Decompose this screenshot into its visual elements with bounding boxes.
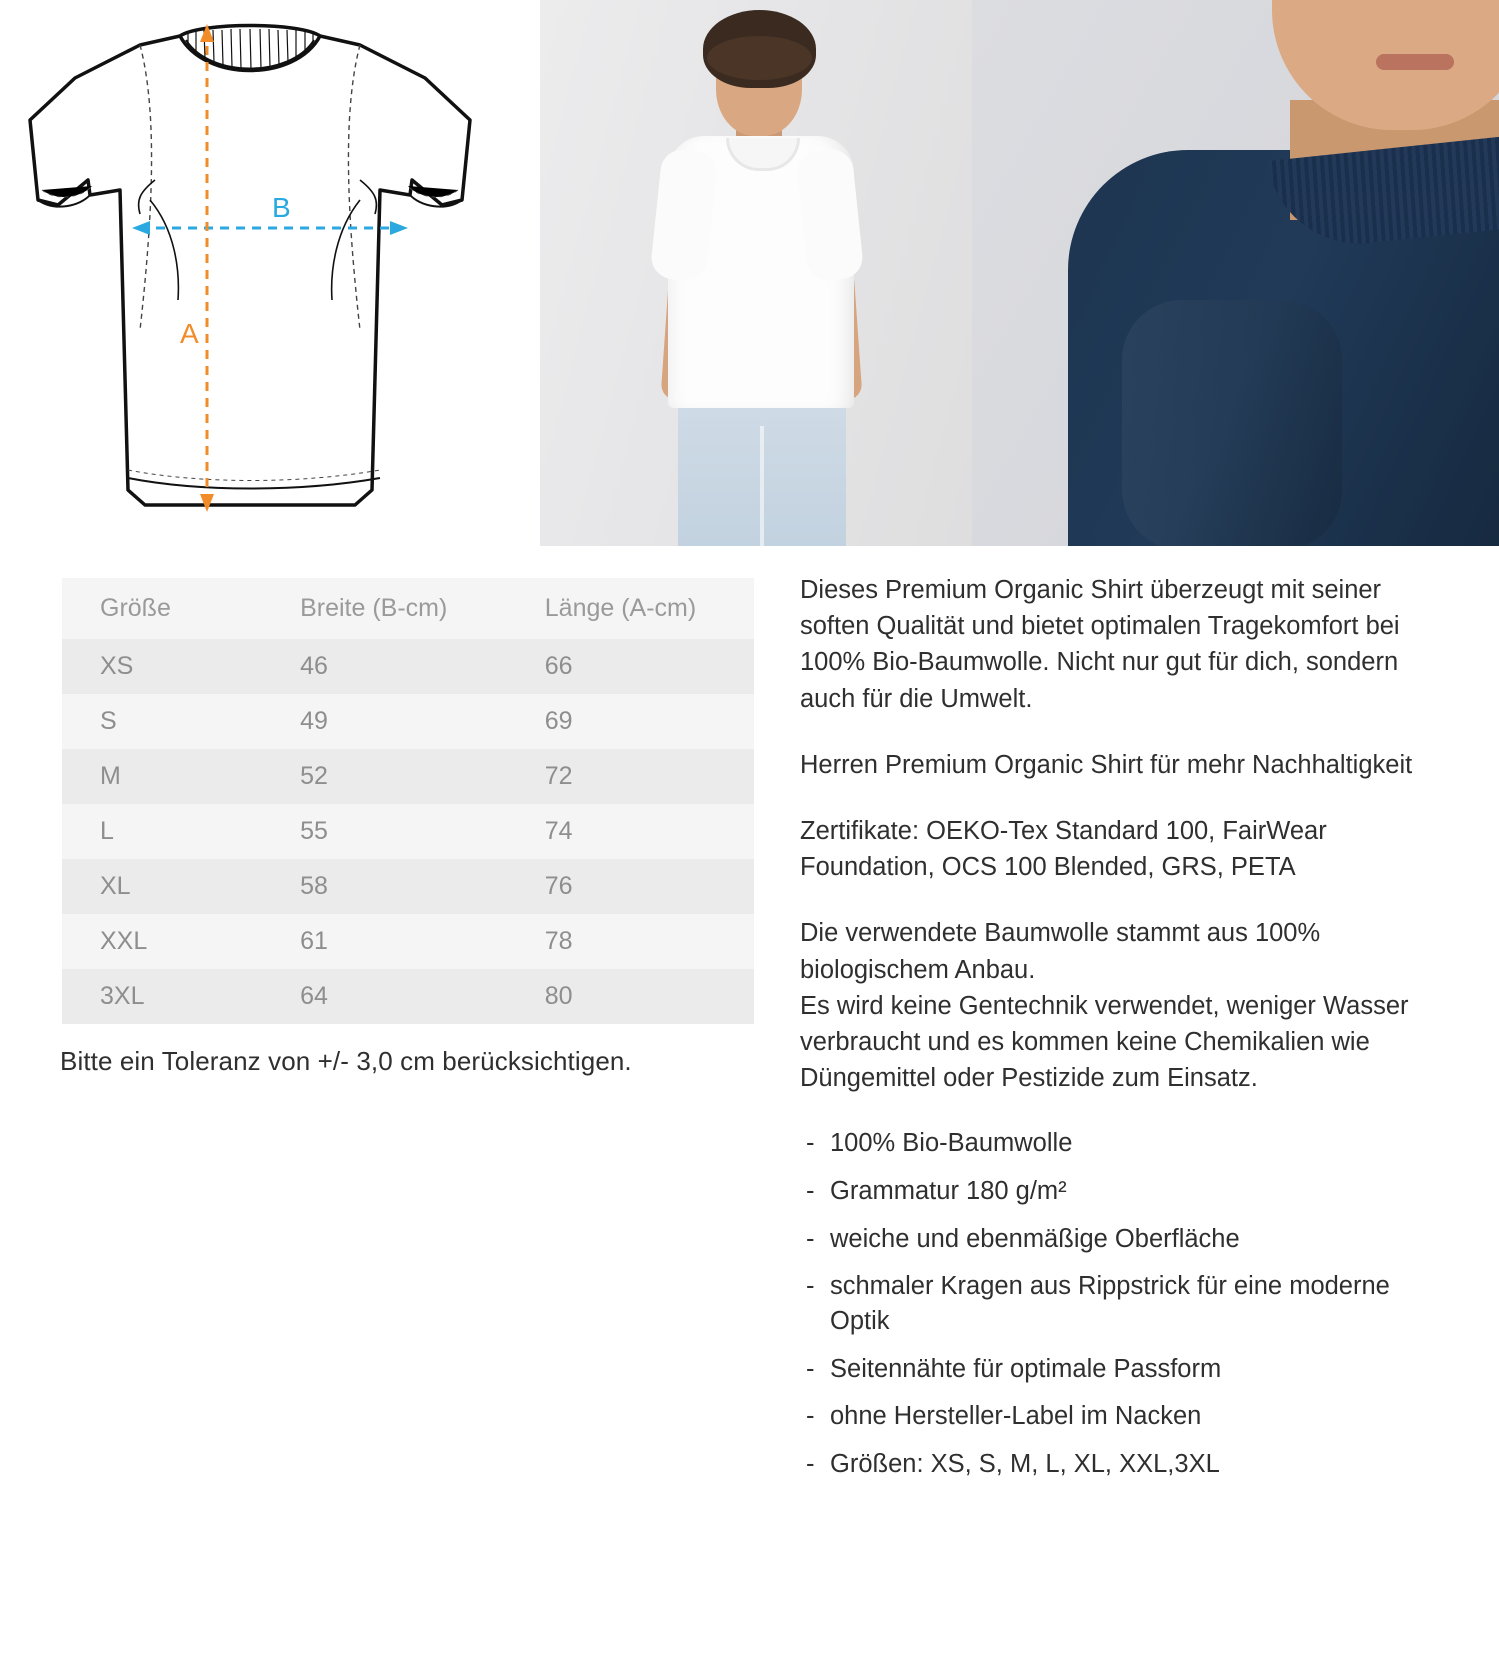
table-row xyxy=(62,639,754,694)
measure-label-width: B xyxy=(272,192,291,223)
cell-length: 69 xyxy=(507,694,754,749)
size-chart xyxy=(62,578,754,1024)
feature-list xyxy=(800,1126,1445,1481)
cell-length: 80 xyxy=(507,969,754,1024)
table-row xyxy=(62,804,754,859)
cell-size: 3XL xyxy=(62,969,262,1024)
cell-width: 49 xyxy=(262,694,507,749)
cell-size: L xyxy=(62,804,262,859)
list-item: - weiche und ebenmäßige Oberfläche xyxy=(800,1222,1445,1257)
technical-drawing-image xyxy=(0,0,540,546)
model-jeans xyxy=(678,398,846,546)
description-intro: Dieses Premium Organic Shirt überzeugt mit seiner soften Qualität und bietet optimalen Tragekomfort bei 100% Bio-Baumwolle. Nicht nur gut für dich, sondern auch für die Umwelt. xyxy=(800,576,1400,713)
cell-size: S xyxy=(62,694,262,749)
cell-width: 46 xyxy=(262,639,507,694)
cell-width: 55 xyxy=(262,804,507,859)
table-row xyxy=(62,749,754,804)
cell-width: 61 xyxy=(262,914,507,969)
cell-length: 72 xyxy=(507,749,754,804)
table-row xyxy=(62,859,754,914)
measure-label-length: A xyxy=(180,318,199,349)
description-cotton-origin: Die verwendete Baumwolle stammt aus 100% biologischem Anbau. xyxy=(800,919,1321,984)
cell-length: 78 xyxy=(507,914,754,969)
detail-lips xyxy=(1376,54,1454,70)
list-item: - ohne Hersteller-Label im Nacken xyxy=(800,1399,1445,1434)
list-item: - Größen: XS, S, M, L, XL, XXL,3XL xyxy=(800,1447,1445,1482)
detail-shirt-fold xyxy=(1122,300,1342,546)
size-table-header-length: Länge (A-cm) xyxy=(507,578,754,639)
list-item: - schmaler Kragen aus Rippstrick für eine moderne Optik xyxy=(800,1269,1445,1338)
table-row xyxy=(62,694,754,749)
description-cotton-production: Es wird keine Gentechnik verwendet, weniger Wasser verbraucht und es kommen keine Chemikalien wie Düngemittel oder Pestizide zum Einsatz. xyxy=(800,991,1409,1093)
product-image-strip xyxy=(0,0,1499,546)
list-item: - Seitennähte für optimale Passform xyxy=(800,1352,1445,1387)
table-row xyxy=(62,969,754,1024)
cell-width: 64 xyxy=(262,969,507,1024)
collar-detail-photo xyxy=(972,0,1499,546)
size-table-header-width: Breite (B-cm) xyxy=(262,578,507,639)
size-table xyxy=(62,578,754,1024)
tolerance-note: Bitte ein Toleranz von +/- 3,0 cm berücksichtigen. xyxy=(60,1046,632,1076)
cell-length: 76 xyxy=(507,859,754,914)
cell-length: 74 xyxy=(507,804,754,859)
product-description xyxy=(800,572,1445,1495)
cell-size: M xyxy=(62,749,262,804)
cell-size: XS xyxy=(62,639,262,694)
size-table-header-row xyxy=(62,578,754,639)
cell-size: XXL xyxy=(62,914,262,969)
cell-width: 58 xyxy=(262,859,507,914)
size-table-header-size: Größe xyxy=(62,578,262,639)
cell-size: XL xyxy=(62,859,262,914)
model-hair xyxy=(703,10,816,88)
cell-width: 52 xyxy=(262,749,507,804)
list-item: - 100% Bio-Baumwolle xyxy=(800,1126,1445,1161)
description-certificates: Zertifikate: OEKO-Tex Standard 100, FairWear Foundation, OCS 100 Blended, GRS, PETA xyxy=(800,817,1327,882)
table-row xyxy=(62,914,754,969)
cell-length: 66 xyxy=(507,639,754,694)
tshirt-outline-icon xyxy=(0,0,540,546)
description-subtitle: Herren Premium Organic Shirt für mehr Nachhaltigkeit xyxy=(800,750,1413,779)
list-item: - Grammatur 180 g/m² xyxy=(800,1174,1445,1209)
model-photo xyxy=(540,0,972,546)
